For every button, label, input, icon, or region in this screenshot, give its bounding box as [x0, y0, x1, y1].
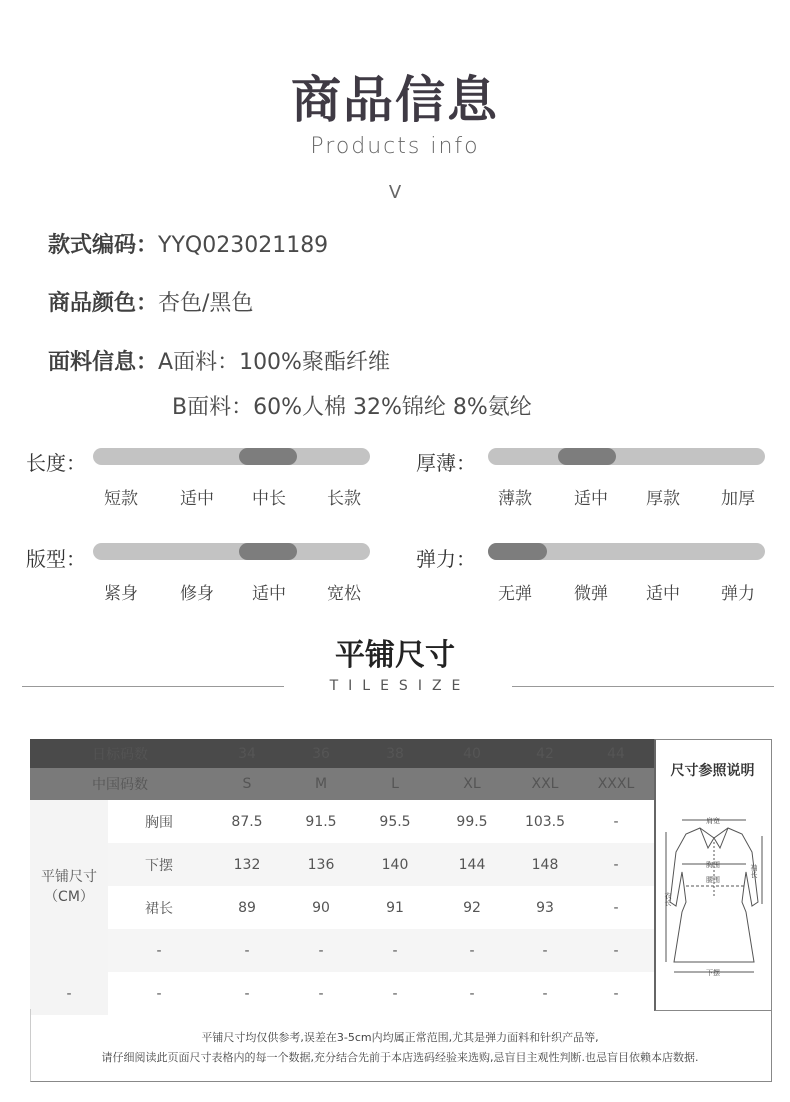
table-cell: 136 — [284, 843, 358, 886]
fabric-row — [48, 345, 390, 376]
table-cell: 95.5 — [379, 813, 411, 830]
size-table — [30, 739, 654, 1015]
header-cell: 40 — [432, 739, 512, 768]
group-label: 平铺尺寸 — [41, 869, 97, 885]
divider — [512, 686, 774, 687]
size-section-title: 平铺尺寸 — [335, 638, 455, 673]
header-cell: XXXL — [578, 768, 654, 800]
length-label-diagram: 衣长 — [664, 892, 672, 906]
table-cell: 148 — [512, 843, 578, 886]
length-tick: 短款 — [104, 489, 138, 509]
row-label: - — [156, 985, 162, 1002]
table-cell: 99.5 — [456, 813, 488, 830]
table-cell: 90 — [312, 899, 330, 916]
length-tick: 中长 — [252, 489, 286, 509]
elasticity-tick: 弹力 — [721, 584, 755, 604]
elasticity-label: 弹力： — [416, 547, 476, 571]
table-row — [30, 843, 654, 886]
length-tick: 长款 — [327, 489, 361, 509]
header-cell: 38 — [358, 739, 432, 768]
table-row — [30, 800, 654, 843]
table-cell: 91 — [386, 899, 404, 916]
elasticity-tick: 无弹 — [498, 584, 532, 604]
table-cell: 87.5 — [231, 813, 263, 830]
color-label: 商品颜色： — [48, 291, 159, 316]
fabric-b-value: B面料：60%人棉 32%锦纶 8%氨纶 — [172, 395, 532, 420]
table-cell: - — [210, 929, 284, 972]
table-cell: - — [392, 985, 398, 1002]
thickness-scale — [488, 448, 765, 465]
style-code-label: 款式编码： — [48, 233, 159, 258]
row-label: 裙长 — [145, 900, 173, 917]
group-extra-cell: - — [30, 972, 108, 1015]
fit-scale — [93, 543, 370, 560]
table-cell: 103.5 — [524, 813, 566, 830]
table-cell: - — [432, 929, 512, 972]
table-cell: 93 — [536, 899, 554, 916]
header-cell: XL — [432, 768, 512, 800]
note-line: 平铺尺寸均仅供参考,误差在3-5cm内均属正常范围,尤其是弹力面料和针织产品等, — [201, 1031, 599, 1044]
sleeve-label: 袖长 — [750, 864, 758, 878]
divider — [22, 686, 284, 687]
row-label: 胸围 — [145, 814, 173, 831]
fit-tick: 紧身 — [104, 584, 138, 604]
fit-label: 版型： — [26, 547, 86, 571]
header-cell: S — [210, 768, 284, 800]
table-cell: - — [613, 813, 619, 830]
chevron-down-icon: V — [388, 182, 402, 203]
thickness-tick: 厚款 — [646, 489, 680, 509]
length-scale — [93, 448, 370, 465]
header-cell: L — [358, 768, 432, 800]
elasticity-scale — [488, 543, 765, 560]
group-label-unit: （CM） — [44, 889, 94, 905]
header-cell: XXL — [512, 768, 578, 800]
table-cell: - — [469, 985, 475, 1002]
thickness-tick: 适中 — [574, 489, 608, 509]
dress-diagram — [660, 812, 768, 984]
thickness-scale-indicator — [558, 448, 616, 465]
table-cell: 91.5 — [305, 813, 337, 830]
table-cell: - — [613, 985, 619, 1002]
fit-tick: 修身 — [180, 584, 214, 604]
table-cell: - — [578, 843, 654, 886]
note-line: 请仔细阅读此页面尺寸表格内的每一个数据,充分结合先前于本店选码经验来选购,忌盲目主观性判断.也忌盲目依赖本店数据. — [101, 1051, 699, 1064]
table-cell: 140 — [358, 843, 432, 886]
header-cell: 36 — [284, 739, 358, 768]
table-cell: - — [512, 929, 578, 972]
shoulder-label: 肩宽 — [706, 817, 720, 825]
row-label: - — [108, 929, 210, 972]
fabric-label: 面料信息： — [48, 350, 159, 375]
color-value: 杏色/黑色 — [158, 291, 254, 316]
thickness-label: 厚薄： — [416, 451, 476, 475]
header-cell: M — [284, 768, 358, 800]
notes-panel — [30, 1009, 772, 1082]
elasticity-scale-indicator — [488, 543, 547, 560]
header-cell: 42 — [512, 739, 578, 768]
table-row — [30, 929, 654, 972]
header-label: 中国码数 — [30, 768, 210, 800]
size-section-subtitle: TILESIZE — [329, 678, 471, 694]
table-cell: - — [244, 985, 250, 1002]
header-cell: 34 — [210, 739, 284, 768]
elasticity-tick: 适中 — [646, 584, 680, 604]
style-code-value: YYQ023021189 — [158, 233, 329, 258]
thickness-tick: 加厚 — [721, 489, 755, 509]
hem-label: 下摆 — [706, 969, 720, 977]
table-cell: - — [284, 929, 358, 972]
thickness-tick: 薄款 — [498, 489, 532, 509]
table-cell: - — [318, 985, 324, 1002]
length-scale-indicator — [239, 448, 297, 465]
fit-tick: 适中 — [252, 584, 286, 604]
row-label: 下摆 — [108, 843, 210, 886]
fit-tick: 宽松 — [327, 584, 361, 604]
table-cell: 132 — [210, 843, 284, 886]
group-label-cell — [30, 800, 108, 972]
table-cell: 144 — [432, 843, 512, 886]
table-cell: 89 — [238, 899, 256, 916]
page-subtitle: Products info — [310, 134, 480, 159]
elasticity-tick: 微弹 — [574, 584, 608, 604]
table-cell: - — [358, 929, 432, 972]
header-cell: 44 — [578, 739, 654, 768]
table-header-row — [30, 739, 654, 768]
table-row — [30, 886, 654, 929]
table-cell: - — [542, 985, 548, 1002]
table-cell: 92 — [463, 899, 481, 916]
header-label: 日标码数 — [30, 739, 210, 768]
table-cell: - — [578, 929, 654, 972]
length-label: 长度： — [26, 451, 86, 475]
fit-scale-indicator — [239, 543, 297, 560]
length-tick: 适中 — [180, 489, 214, 509]
page-title: 商品信息 — [291, 71, 499, 129]
style-code-row — [48, 228, 328, 259]
fabric-a-value: A面料：100%聚酯纤维 — [158, 350, 390, 375]
color-row — [48, 286, 253, 317]
table-header-row — [30, 768, 654, 800]
chest-label: 胸围 — [706, 861, 720, 869]
size-reference-title: 尺寸参照说明 — [670, 763, 755, 779]
table-cell: - — [613, 899, 619, 916]
waist-label: 腰围 — [706, 876, 720, 884]
